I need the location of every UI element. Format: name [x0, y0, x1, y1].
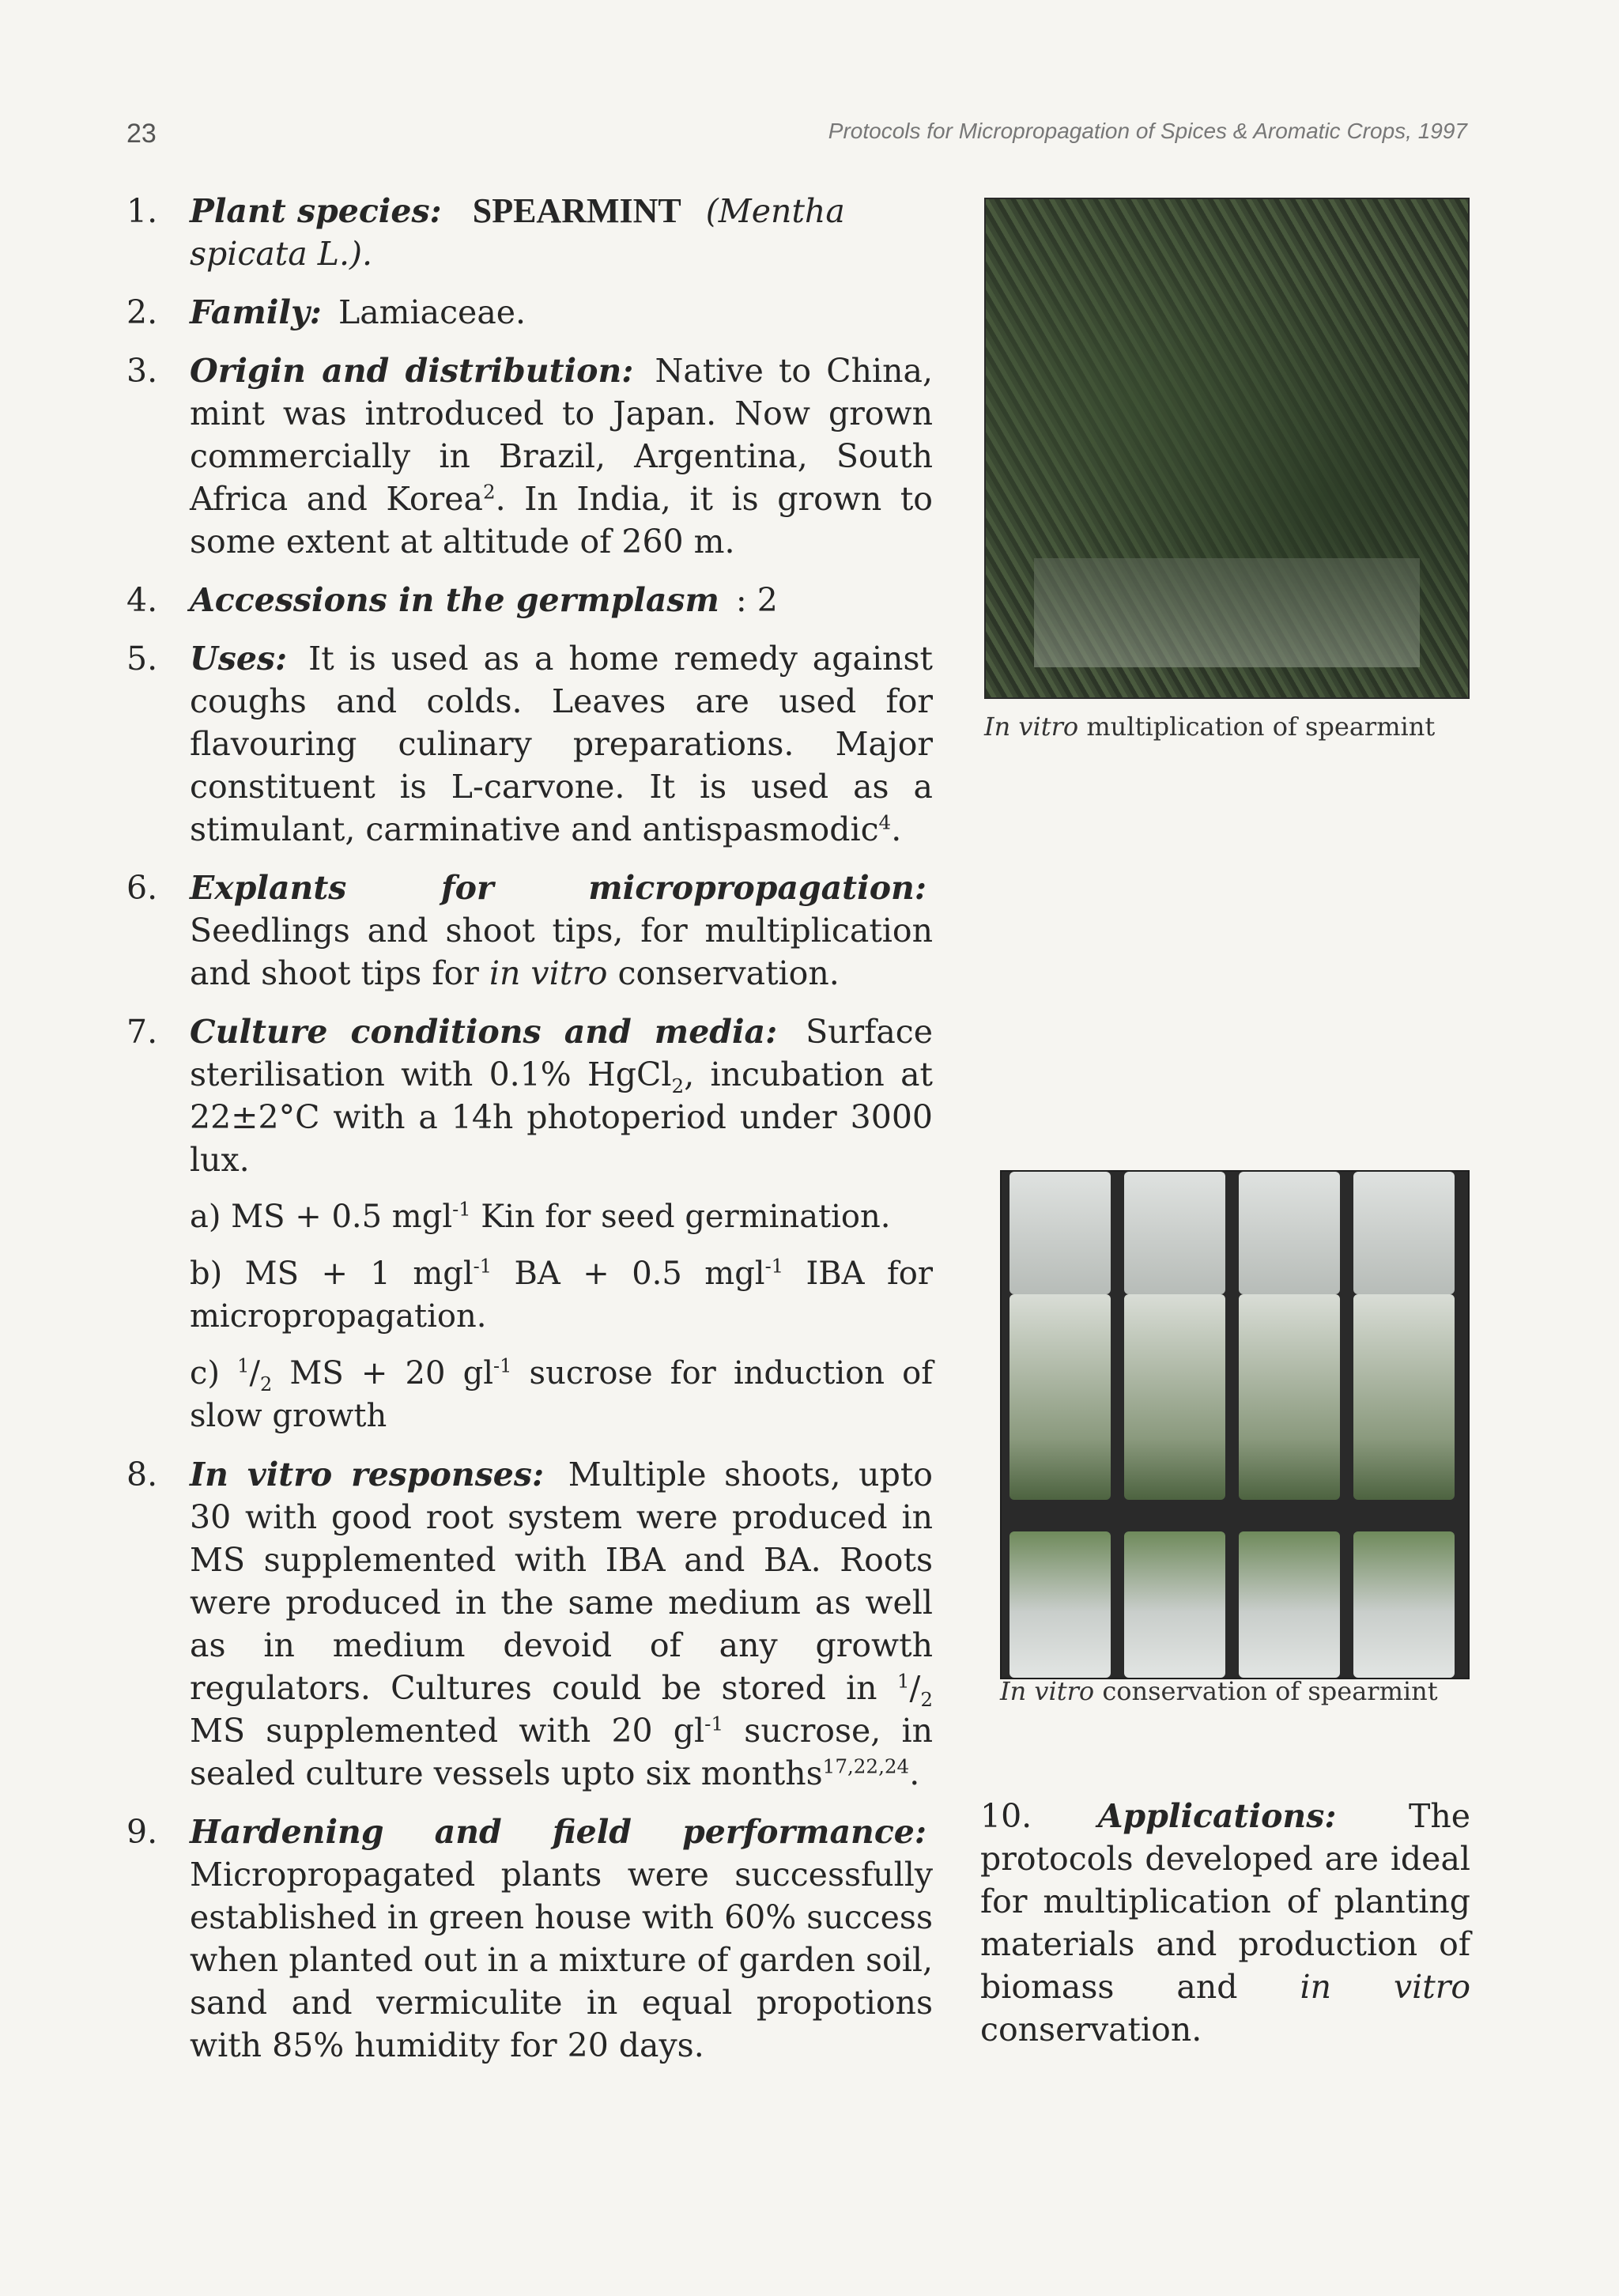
- item-end: .: [909, 1754, 920, 1792]
- culture-tube: [1124, 1294, 1225, 1500]
- item-text-continued: . In India, it is grown to some extent at altitude of 260 m.: [190, 480, 933, 561]
- item-number: 4.: [126, 581, 158, 619]
- item-number: 5.: [126, 640, 158, 678]
- item-heading: Origin and distribution:: [190, 352, 634, 390]
- superscript: -1: [493, 1354, 512, 1377]
- item-text-continued: , incubation at 22±2°C with a 14h photoperiod under 3000 lux.: [190, 1055, 933, 1179]
- item-applications: [980, 1795, 1470, 2051]
- item-number: 7.: [126, 1013, 158, 1051]
- item-explants: [126, 867, 933, 995]
- item-text: Multiple shoots, upto 30 with good root system were produced in MS supplemented with IBA and BA. Roots were produced in the same medium as well as in medium devoid of any growth regulators. Cultures could be stored in: [190, 1456, 933, 1707]
- culture-tube: [1239, 1172, 1340, 1294]
- caption-italic: In vitro: [984, 712, 1079, 742]
- item-text-continued: conservation.: [980, 2011, 1202, 2049]
- culture-tube: [1353, 1294, 1455, 1500]
- fraction-denominator: 2: [259, 1373, 273, 1395]
- item-text: The protocols developed are ideal for multiplication of planting materials and production of biomass and: [980, 1797, 1470, 2006]
- item-heading: Plant species:: [190, 192, 442, 230]
- running-head: Protocols for Micropropagation of Spices & Aromatic Crops, 1997: [828, 119, 1467, 143]
- item-heading: Family:: [190, 293, 322, 331]
- medium-text: a) MS + 0.5 mgl: [190, 1199, 453, 1235]
- culture-tube: [1124, 1531, 1225, 1678]
- item-number: 9.: [126, 1813, 158, 1851]
- item-end: .: [891, 810, 902, 848]
- item-heading: Accessions in the germplasm: [190, 581, 719, 619]
- superscript: -1: [452, 1198, 471, 1221]
- item-origin: [126, 349, 933, 563]
- spearmint-conservation-photo: [1000, 1170, 1470, 1679]
- scientific-name: (Mentha spicata L.).: [190, 192, 845, 273]
- medium-text-continued: Kin for seed germination.: [481, 1199, 891, 1235]
- item-plant-species: [126, 190, 933, 275]
- medium-label: c): [190, 1355, 221, 1392]
- item-heading: Uses:: [190, 640, 288, 678]
- reference-superscript: 17,22,24: [822, 1754, 910, 1778]
- item-heading: Explants for micropropagation:: [190, 869, 926, 907]
- culture-tube: [1124, 1172, 1225, 1294]
- medium-text-mid: BA + 0.5 mgl: [514, 1256, 765, 1292]
- fraction-numerator: 1: [896, 1669, 910, 1693]
- item-text: : 2: [735, 581, 778, 619]
- culture-tube: [1239, 1531, 1340, 1678]
- medium-b: [190, 1252, 933, 1338]
- item-number: 3.: [126, 352, 158, 390]
- caption-text: multiplication of spearmint: [1086, 712, 1436, 742]
- item-in-vitro-responses: 8. In vitro responses: Multiple shoots, upto 30 with good root system were produced in MS supplemented with IBA and BA. Roots were produced in the same medium as well as in medium devoid of any growth regulators. Cultures could be stored in $^1/_2$ MS supplemented with 20 $gl^{-1}$ sucrose, in sealed culture vessels upto six months$^{17,22,24}$.: [126, 1453, 933, 1795]
- superscript: -1: [473, 1255, 492, 1278]
- item-hardening: [126, 1811, 933, 2067]
- page-number: 23: [126, 119, 157, 149]
- item-text: Seedlings and shoot tips, for multiplication and shoot tips for: [190, 912, 933, 992]
- medium-text-continued: IBA for micropropagation.: [190, 1256, 933, 1335]
- item-uses: [126, 637, 933, 851]
- culture-tube: [1353, 1172, 1455, 1294]
- item-heading: Hardening and field performance:: [190, 1813, 926, 1851]
- medium-text-continued: sucrose for induction of slow growth: [190, 1355, 934, 1434]
- item-number: 2.: [126, 293, 158, 331]
- fraction-denominator: 2: [920, 1688, 933, 1712]
- medium-a: [190, 1195, 933, 1238]
- item-accessions: [126, 579, 933, 621]
- reference-superscript: 2: [482, 480, 496, 504]
- item-heading: Culture conditions and media:: [190, 1013, 778, 1051]
- culture-tube: [1010, 1531, 1111, 1678]
- medium-text: MS + 20 gl: [289, 1355, 493, 1392]
- item-number: 10.: [980, 1797, 1032, 1835]
- superscript: -1: [704, 1712, 724, 1735]
- item-heading: In vitro responses:: [190, 1456, 545, 1494]
- culture-tube: [1010, 1172, 1111, 1294]
- spearmint-multiplication-photo: [984, 198, 1470, 699]
- culture-tube: [1353, 1531, 1455, 1678]
- caption-text: conservation of spearmint: [1102, 1676, 1438, 1706]
- item-text: It is used as a home remedy against coughs and colds. Leaves are used for flavouring culinary preparations. Major constituent is L-carvone. It is used as a stimulant, carminative and antispasmodic: [190, 640, 933, 848]
- culture-tube: [1239, 1294, 1340, 1500]
- superscript: -1: [764, 1255, 783, 1278]
- figure-caption-2: [1000, 1676, 1490, 1706]
- culture-tube: [1010, 1294, 1111, 1500]
- figure-caption-1: [984, 712, 1490, 742]
- item-number: 1.: [126, 192, 158, 230]
- item-number: 6.: [126, 869, 158, 907]
- species-name: SPEARMINT: [472, 191, 681, 230]
- item-text: Surface sterilisation with 0.1% HgCl: [190, 1013, 933, 1093]
- item-text-continued: conservation.: [617, 954, 840, 992]
- fraction-numerator: 1: [237, 1354, 250, 1377]
- subscript: 2: [671, 1074, 685, 1098]
- reference-superscript: 4: [878, 810, 892, 834]
- item-number: 8.: [126, 1456, 158, 1494]
- medium-text: b) MS + 1 mgl: [190, 1256, 474, 1292]
- item-text: Micropropagated plants were successfully established in green house with 60% success when planted out in a mixture of garden soil, sand and vermiculite in equal propotions with 85% humidity for 20 days.: [190, 1856, 933, 2064]
- item-italic: in vitro: [1300, 1968, 1470, 2006]
- main-text: [126, 190, 933, 2083]
- medium-c: c) $^1/_2$ MS + 20 $gl^{-1}$ sucrose for induction of slow growth: [190, 1354, 934, 1434]
- item-text-continued: MS supplemented with 20 gl: [190, 1712, 705, 1750]
- item-culture-conditions: [126, 1010, 933, 1437]
- item-family: [126, 291, 933, 334]
- item-text-continued-2: sucrose, in sealed culture vessels upto six months: [190, 1712, 933, 1792]
- caption-italic: In vitro: [1000, 1676, 1095, 1706]
- item-heading: Applications:: [1097, 1797, 1337, 1835]
- item-text: Native to China, mint was introduced to Japan. Now grown commercially in Brazil, Argentina, South Africa and Korea: [190, 352, 933, 518]
- item-text: Lamiaceae.: [338, 293, 526, 331]
- item-italic: in vitro: [489, 954, 608, 992]
